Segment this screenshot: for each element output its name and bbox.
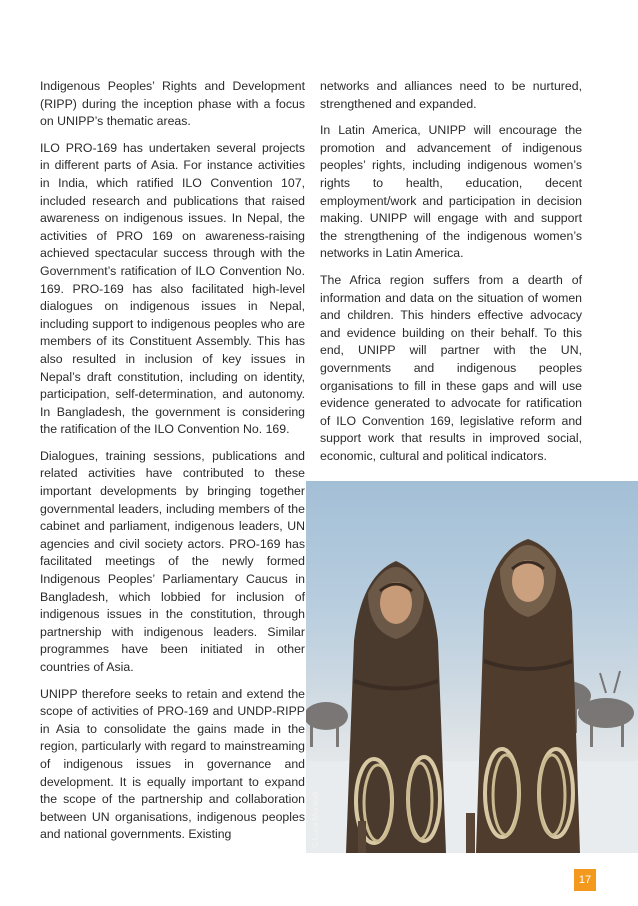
photo-credit: © Luca Morandi bbox=[311, 791, 320, 848]
left-paragraph-1: Indigenous Peoples’ Rights and Development (RIPP) during the inception phase with a focus on UNIPP’s thematic areas. bbox=[40, 79, 305, 129]
right-paragraph-1: networks and alliances need to be nurtured, strengthened and expanded. bbox=[320, 79, 582, 111]
right-paragraph-3: The Africa region suffers from a dearth of information and data on the situation of women and children. This hinders effective advocacy and evidence building on their behalf. To this end, UNIPP will partner with the UN, governments and indigenous peoples organisations to fill in these gaps and will use evidence generated to advocate for ratification of ILO Convention 169, legislative reform and support work that results in improved social, economic, cultural and political indicators. bbox=[320, 272, 582, 463]
page-number: 17 bbox=[574, 869, 596, 891]
left-paragraph-3: Dialogues, training sessions, publications and related activities have contributed to these important developments by bringing together governmental leaders, including members of the cabinet and parliament, indigenous leaders, UN agencies and civil society actors. PRO-169 has facilitated meetings of the newly formed Indigenous Peoples’ Parliamentary Caucus in Bangladesh, which lobbied for inclusion of indigenous issues in the constitution, through partnership with indigenous leaders. Similar programmes have been initiated in other countries of Asia. bbox=[40, 448, 305, 674]
left-paragraph-4: UNIPP therefore seeks to retain and extend the scope of activities of PRO-169 and UNDP-RIPP in Asia to consolidate the gains made in the region, particularly with regard to mainstreaming of indigenous issues in governance and development. It is equally important to expand the scope of the partnership and collaboration between UN organisations, indigenous peoples and national governments. Existing bbox=[40, 686, 305, 842]
photo-two-people-in-fur-parkas bbox=[306, 481, 638, 853]
left-text-column bbox=[40, 78, 305, 853]
photo-illustration bbox=[306, 481, 638, 853]
left-paragraph-2: ILO PRO-169 has undertaken several projects in different parts of Asia. For instance activities in India, which ratified ILO Convention 107, included research and publications that raised awareness on indigenous issues. In Nepal, the activities of PRO 169 on awareness-raising achieved spectacular success through with the Government’s ratification of ILO Convention No. 169. PRO-169 has also facilitated high-level dialogues on indigenous issues in Nepal, including support to indigenous peoples who are members of its Constituent Assembly. This has also resulted in inclusion of key issues in Nepal’s draft constitution, including on identity, participation, self-determination, and autonomy. In Bangladesh, the government is considering the ratification of the ILO Convention No. 169. bbox=[40, 140, 305, 437]
right-paragraph-2: In Latin America, UNIPP will encourage the promotion and advancement of indigenous peoples’ rights, including indigenous women’s rights to health, education, decent employment/work and participation in decision making. UNIPP will engage with and support the strengthening of the indigenous women’s networks in Latin America. bbox=[320, 123, 582, 261]
right-text-column bbox=[320, 78, 582, 474]
